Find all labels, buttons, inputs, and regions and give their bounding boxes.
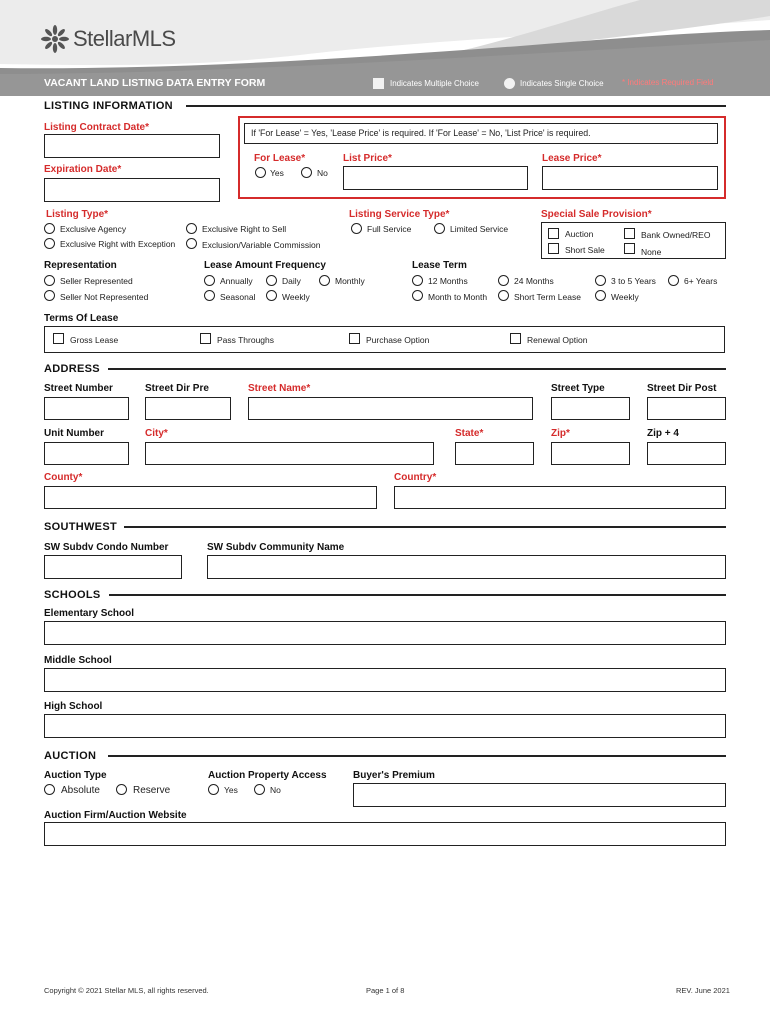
stellar-logo-icon: [40, 24, 70, 54]
bank-owned-label: Bank Owned/REO: [641, 230, 711, 240]
property-access-yes-radio[interactable]: [208, 784, 219, 795]
property-access-no-label: No: [270, 785, 281, 795]
section-listing-information: LISTING INFORMATION: [44, 100, 173, 112]
bank-owned-checkbox[interactable]: [624, 228, 635, 239]
term-6-plus-years-radio[interactable]: [668, 275, 679, 286]
country-label: Country*: [394, 472, 437, 483]
listing-service-type-label: Listing Service Type*: [349, 209, 450, 220]
lease-term-label: Lease Term: [412, 260, 467, 271]
county-input[interactable]: [44, 486, 377, 509]
copyright: Copyright © 2021 Stellar MLS, all rights reserved.: [44, 986, 209, 995]
exclusive-agency-label: Exclusive Agency: [60, 224, 127, 234]
street-name-input[interactable]: [248, 397, 533, 420]
single-choice-legend-icon: [504, 78, 515, 89]
short-sale-label: Short Sale: [565, 245, 605, 255]
special-sale-label: Special Sale Provision*: [541, 209, 652, 220]
terms-of-lease-label: Terms Of Lease: [44, 313, 119, 324]
street-type-input[interactable]: [551, 397, 630, 420]
zip-plus-4-input[interactable]: [647, 442, 726, 465]
term-month-to-month-label: Month to Month: [428, 292, 488, 302]
section-rule: [124, 526, 726, 528]
term-3-to-5-years-radio[interactable]: [595, 275, 606, 286]
unit-number-input[interactable]: [44, 442, 129, 465]
auction-label: Auction: [565, 229, 594, 239]
purchase-option-label: Purchase Option: [366, 335, 430, 345]
listing-type-label: Listing Type*: [46, 209, 109, 220]
lease-price-input[interactable]: [542, 166, 718, 190]
limited-service-label: Limited Service: [450, 224, 509, 234]
annually-label: Annually: [220, 276, 253, 286]
form-title: VACANT LAND LISTING DATA ENTRY FORM: [44, 77, 266, 89]
term-month-to-month-radio[interactable]: [412, 290, 423, 301]
street-dir-pre-input[interactable]: [145, 397, 231, 420]
section-schools: SCHOOLS: [44, 589, 101, 601]
county-label: County*: [44, 472, 83, 483]
lease-amount-frequency-label: Lease Amount Frequency: [204, 260, 326, 271]
street-number-label: Street Number: [44, 383, 113, 394]
street-name-label: Street Name*: [248, 383, 311, 394]
street-dir-post-input[interactable]: [647, 397, 726, 420]
seasonal-radio[interactable]: [204, 290, 215, 301]
reserve-label: Reserve: [133, 785, 171, 796]
auction-checkbox[interactable]: [548, 228, 559, 239]
for-lease-no-label: No: [317, 168, 328, 178]
renewal-option-checkbox[interactable]: [510, 333, 521, 344]
auction-property-access-label: Auction Property Access: [208, 770, 327, 781]
seller-not-represented-radio[interactable]: [44, 290, 55, 301]
section-rule: [108, 368, 726, 370]
term-weekly-radio[interactable]: [595, 290, 606, 301]
middle-school-label: Middle School: [44, 655, 112, 666]
gross-lease-label: Gross Lease: [70, 335, 119, 345]
seller-represented-radio[interactable]: [44, 275, 55, 286]
exclusive-right-exception-radio[interactable]: [44, 238, 55, 249]
revision: REV. June 2021: [676, 986, 730, 995]
buyers-premium-label: Buyer's Premium: [353, 770, 435, 781]
absolute-radio[interactable]: [44, 784, 55, 795]
legend-required: * Indicates Required Field: [622, 78, 714, 87]
monthly-label: Monthly: [335, 276, 365, 286]
country-input[interactable]: [394, 486, 726, 509]
high-school-input[interactable]: [44, 714, 726, 738]
middle-school-input[interactable]: [44, 668, 726, 692]
monthly-radio[interactable]: [319, 275, 330, 286]
zip-plus-4-label: Zip + 4: [647, 428, 679, 439]
section-rule: [109, 594, 726, 596]
lease-note: If 'For Lease' = Yes, 'Lease Price' is required. If 'For Lease' = No, 'List Price' is required.: [251, 128, 591, 138]
none-checkbox[interactable]: [624, 243, 635, 254]
high-school-label: High School: [44, 701, 103, 712]
term-24-months-radio[interactable]: [498, 275, 509, 286]
term-12-months-label: 12 Months: [428, 276, 468, 286]
sw-condo-number-input[interactable]: [44, 555, 182, 579]
buyers-premium-input[interactable]: [353, 783, 726, 807]
exclusive-right-sell-radio[interactable]: [186, 223, 197, 234]
for-lease-no-radio[interactable]: [301, 167, 312, 178]
sw-condo-number-label: SW Subdv Condo Number: [44, 542, 169, 553]
term-24-months-label: 24 Months: [514, 276, 554, 286]
seller-not-represented-label: Seller Not Represented: [60, 292, 149, 302]
short-sale-checkbox[interactable]: [548, 243, 559, 254]
elementary-school-label: Elementary School: [44, 608, 135, 619]
city-input[interactable]: [145, 442, 434, 465]
logo-text: StellarMLS: [73, 26, 176, 51]
auction-firm-website-label: Auction Firm/Auction Website: [44, 810, 187, 821]
exclusive-agency-radio[interactable]: [44, 223, 55, 234]
term-12-months-radio[interactable]: [412, 275, 423, 286]
list-price-label: List Price*: [343, 153, 392, 164]
page-number: Page 1 of 8: [366, 986, 405, 995]
gross-lease-checkbox[interactable]: [53, 333, 64, 344]
street-dir-post-label: Street Dir Post: [647, 383, 717, 394]
section-auction: AUCTION: [44, 750, 97, 762]
renewal-option-label: Renewal Option: [527, 335, 588, 345]
pass-throughs-checkbox[interactable]: [200, 333, 211, 344]
city-label: City*: [145, 428, 168, 439]
zip-input[interactable]: [551, 442, 630, 465]
term-3-to-5-years-label: 3 to 5 Years: [611, 276, 656, 286]
legend-single: Indicates Single Choice: [520, 79, 604, 88]
section-rule: [186, 105, 726, 107]
street-type-label: Street Type: [551, 383, 605, 394]
expiration-date-label: Expiration Date*: [44, 164, 122, 175]
full-service-radio[interactable]: [351, 223, 362, 234]
seller-represented-label: Seller Represented: [60, 276, 133, 286]
daily-label: Daily: [282, 276, 301, 286]
full-service-label: Full Service: [367, 224, 412, 234]
elementary-school-input[interactable]: [44, 621, 726, 645]
representation-label: Representation: [44, 260, 117, 271]
street-number-input[interactable]: [44, 397, 129, 420]
weekly-label: Weekly: [282, 292, 310, 302]
unit-number-label: Unit Number: [44, 428, 104, 439]
section-address: ADDRESS: [44, 363, 100, 375]
term-short-term-label: Short Term Lease: [514, 292, 581, 302]
exclusive-right-exception-label: Exclusive Right with Exception: [60, 239, 176, 249]
sw-community-name-label: SW Subdv Community Name: [207, 542, 345, 553]
exclusion-variable-radio[interactable]: [186, 238, 197, 249]
listing-contract-date-label: Listing Contract Date*: [44, 122, 150, 133]
annually-radio[interactable]: [204, 275, 215, 286]
listing-contract-date-input[interactable]: [44, 134, 220, 158]
street-dir-pre-label: Street Dir Pre: [145, 383, 209, 394]
lease-price-label: Lease Price*: [542, 153, 602, 164]
limited-service-radio[interactable]: [434, 223, 445, 234]
absolute-label: Absolute: [61, 785, 100, 796]
seasonal-label: Seasonal: [220, 292, 256, 302]
for-lease-label: For Lease*: [254, 153, 306, 164]
term-weekly-label: Weekly: [611, 292, 639, 302]
none-label: None: [641, 247, 662, 257]
exclusion-variable-label: Exclusion/Variable Commission: [202, 240, 321, 250]
property-access-no-radio[interactable]: [254, 784, 265, 795]
auction-type-label: Auction Type: [44, 770, 107, 781]
for-lease-yes-radio[interactable]: [255, 167, 266, 178]
auction-firm-website-input[interactable]: [44, 822, 726, 846]
for-lease-yes-label: Yes: [270, 168, 284, 178]
sw-community-name-input[interactable]: [207, 555, 726, 579]
weekly-radio[interactable]: [266, 290, 277, 301]
exclusive-right-sell-label: Exclusive Right to Sell: [202, 224, 287, 234]
section-rule: [108, 755, 726, 757]
expiration-date-input[interactable]: [44, 178, 220, 202]
state-label: State*: [455, 428, 484, 439]
list-price-input[interactable]: [343, 166, 528, 190]
legend-multiple: Indicates Multiple Choice: [390, 79, 479, 88]
purchase-option-checkbox[interactable]: [349, 333, 360, 344]
reserve-radio[interactable]: [116, 784, 127, 795]
section-southwest: SOUTHWEST: [44, 521, 117, 533]
term-6-plus-years-label: 6+ Years: [684, 276, 718, 286]
zip-label: Zip*: [551, 428, 570, 439]
daily-radio[interactable]: [266, 275, 277, 286]
multiple-choice-legend-icon: [373, 78, 384, 89]
term-short-term-radio[interactable]: [498, 290, 509, 301]
state-input[interactable]: [455, 442, 534, 465]
pass-throughs-label: Pass Throughs: [217, 335, 275, 345]
property-access-yes-label: Yes: [224, 785, 238, 795]
